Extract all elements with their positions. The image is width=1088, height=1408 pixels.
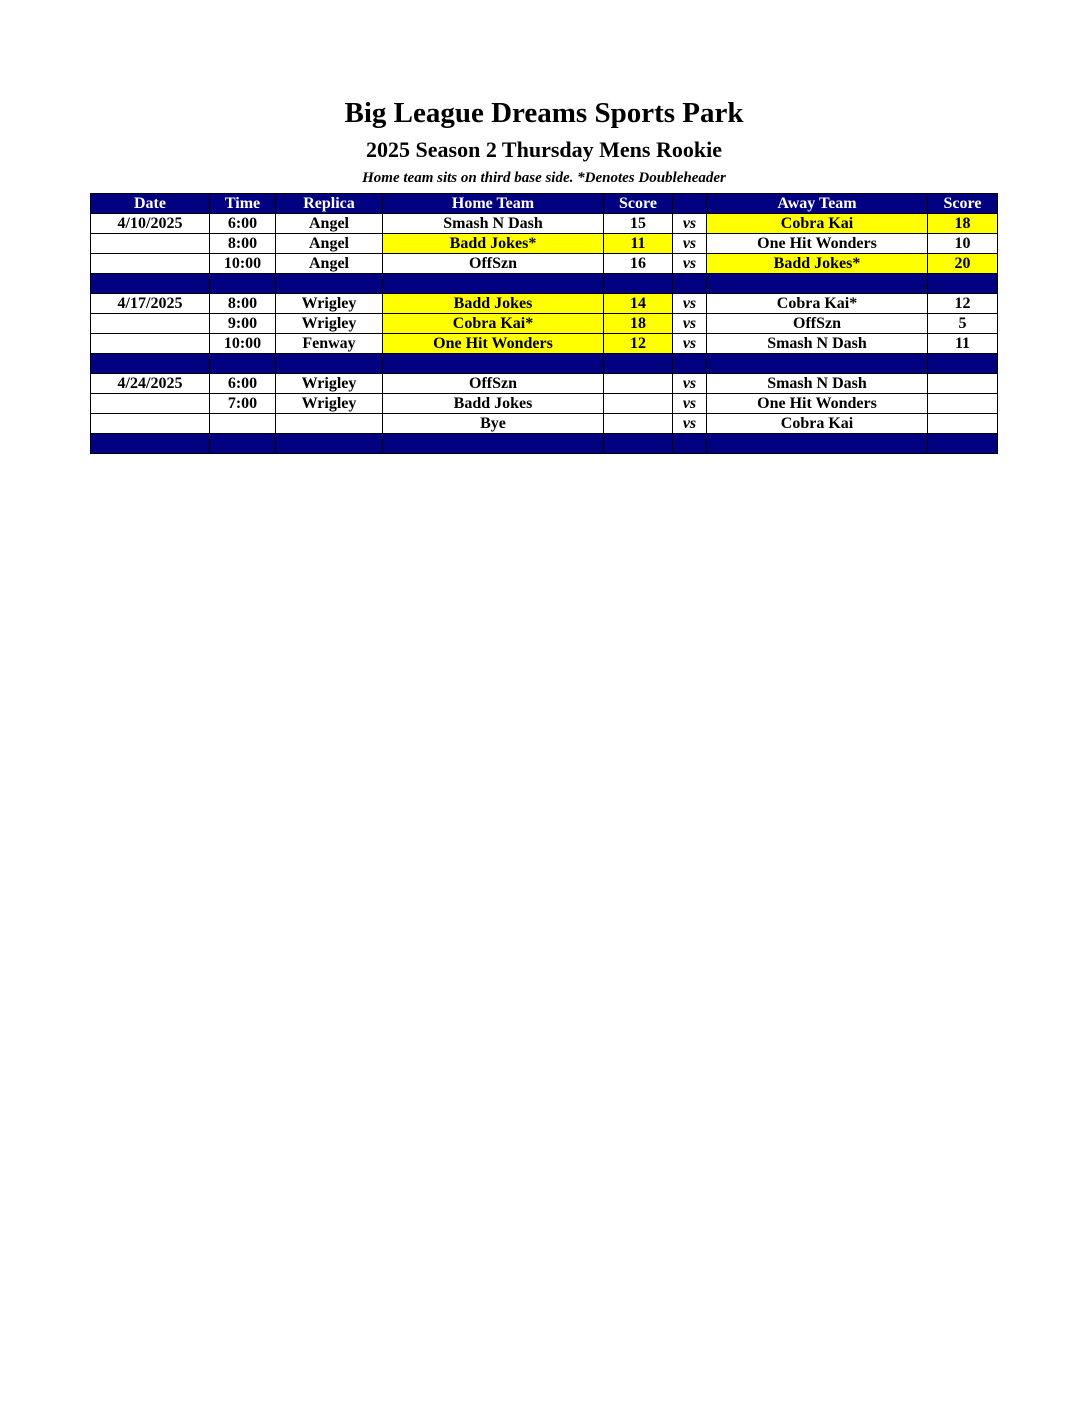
separator-cell bbox=[928, 274, 998, 294]
col-header-home-score: Score bbox=[604, 194, 673, 214]
away-team: One Hit Wonders bbox=[707, 394, 928, 414]
home-score bbox=[604, 374, 673, 394]
col-header-away-score: Score bbox=[928, 194, 998, 214]
away-score: 11 bbox=[928, 334, 998, 354]
away-score bbox=[928, 414, 998, 434]
col-header-away-team: Away Team bbox=[707, 194, 928, 214]
separator-cell bbox=[383, 434, 604, 454]
game-date bbox=[91, 234, 210, 254]
home-team: Smash N Dash bbox=[383, 214, 604, 234]
home-team: Cobra Kai* bbox=[383, 314, 604, 334]
header-row bbox=[91, 194, 998, 214]
week-separator-row bbox=[91, 354, 998, 374]
vs-label: vs bbox=[673, 254, 707, 274]
away-score: 20 bbox=[928, 254, 998, 274]
separator-cell bbox=[707, 274, 928, 294]
away-team: Cobra Kai* bbox=[707, 294, 928, 314]
vs-label: vs bbox=[673, 394, 707, 414]
separator-cell bbox=[928, 354, 998, 374]
page-title: Big League Dreams Sports Park bbox=[344, 97, 744, 129]
col-header-home-team: Home Team bbox=[383, 194, 604, 214]
game-replica: Fenway bbox=[276, 334, 383, 354]
separator-cell bbox=[928, 434, 998, 454]
table-row bbox=[91, 234, 998, 254]
away-score bbox=[928, 394, 998, 414]
game-date bbox=[91, 334, 210, 354]
home-score: 18 bbox=[604, 314, 673, 334]
table-row bbox=[91, 414, 998, 434]
week-separator-row bbox=[91, 274, 998, 294]
page-subtitle: 2025 Season 2 Thursday Mens Rookie bbox=[366, 137, 722, 162]
home-score: 16 bbox=[604, 254, 673, 274]
home-score: 15 bbox=[604, 214, 673, 234]
separator-cell bbox=[276, 354, 383, 374]
game-date bbox=[91, 314, 210, 334]
table-row bbox=[91, 314, 998, 334]
separator-cell bbox=[91, 354, 210, 374]
home-team: Badd Jokes bbox=[383, 394, 604, 414]
separator-cell bbox=[383, 354, 604, 374]
separator-cell bbox=[210, 354, 276, 374]
game-time: 8:00 bbox=[210, 294, 276, 314]
game-time: 6:00 bbox=[210, 214, 276, 234]
separator-cell bbox=[604, 354, 673, 374]
game-replica: Angel bbox=[276, 254, 383, 274]
game-time: 9:00 bbox=[210, 314, 276, 334]
vs-label: vs bbox=[673, 234, 707, 254]
table-row bbox=[91, 214, 998, 234]
home-team: Badd Jokes bbox=[383, 294, 604, 314]
table-row bbox=[91, 334, 998, 354]
game-date: 4/24/2025 bbox=[91, 374, 210, 394]
separator-cell bbox=[276, 434, 383, 454]
home-team: OffSzn bbox=[383, 254, 604, 274]
home-score: 14 bbox=[604, 294, 673, 314]
home-team: Bye bbox=[383, 414, 604, 434]
away-team: Smash N Dash bbox=[707, 374, 928, 394]
home-score: 12 bbox=[604, 334, 673, 354]
separator-cell bbox=[383, 274, 604, 294]
away-score bbox=[928, 374, 998, 394]
game-time: 7:00 bbox=[210, 394, 276, 414]
away-score: 10 bbox=[928, 234, 998, 254]
separator-cell bbox=[604, 274, 673, 294]
separator-cell bbox=[707, 434, 928, 454]
game-time: 8:00 bbox=[210, 234, 276, 254]
table-row bbox=[91, 374, 998, 394]
game-date bbox=[91, 414, 210, 434]
separator-cell bbox=[673, 274, 707, 294]
game-replica: Wrigley bbox=[276, 394, 383, 414]
home-score: 11 bbox=[604, 234, 673, 254]
separator-cell bbox=[604, 434, 673, 454]
game-time: 10:00 bbox=[210, 254, 276, 274]
away-score: 5 bbox=[928, 314, 998, 334]
table-row bbox=[91, 394, 998, 414]
game-replica: Wrigley bbox=[276, 314, 383, 334]
game-time: 10:00 bbox=[210, 334, 276, 354]
game-replica: Angel bbox=[276, 234, 383, 254]
home-score bbox=[604, 414, 673, 434]
table-row bbox=[91, 254, 998, 274]
col-header-vs bbox=[673, 194, 707, 214]
away-team: Badd Jokes* bbox=[707, 254, 928, 274]
vs-label: vs bbox=[673, 314, 707, 334]
home-team: OffSzn bbox=[383, 374, 604, 394]
game-replica bbox=[276, 414, 383, 434]
away-team: OffSzn bbox=[707, 314, 928, 334]
col-header-date: Date bbox=[91, 194, 210, 214]
separator-cell bbox=[276, 274, 383, 294]
game-time: 6:00 bbox=[210, 374, 276, 394]
vs-label: vs bbox=[673, 414, 707, 434]
game-date: 4/17/2025 bbox=[91, 294, 210, 314]
home-team: Badd Jokes* bbox=[383, 234, 604, 254]
separator-cell bbox=[210, 274, 276, 294]
separator-cell bbox=[673, 354, 707, 374]
vs-label: vs bbox=[673, 294, 707, 314]
game-replica: Wrigley bbox=[276, 374, 383, 394]
away-score: 18 bbox=[928, 214, 998, 234]
game-date bbox=[91, 254, 210, 274]
vs-label: vs bbox=[673, 214, 707, 234]
away-team: Smash N Dash bbox=[707, 334, 928, 354]
game-date bbox=[91, 394, 210, 414]
schedule-note: Home team sits on third base side. *Denotes Doubleheader bbox=[362, 170, 726, 186]
game-replica: Angel bbox=[276, 214, 383, 234]
away-team: One Hit Wonders bbox=[707, 234, 928, 254]
game-replica: Wrigley bbox=[276, 294, 383, 314]
away-team: Cobra Kai bbox=[707, 214, 928, 234]
col-header-replica: Replica bbox=[276, 194, 383, 214]
away-team: Cobra Kai bbox=[707, 414, 928, 434]
week-separator-row bbox=[91, 434, 998, 454]
schedule-table bbox=[90, 193, 998, 454]
vs-label: vs bbox=[673, 374, 707, 394]
separator-cell bbox=[91, 434, 210, 454]
separator-cell bbox=[210, 434, 276, 454]
separator-cell bbox=[673, 434, 707, 454]
table-row bbox=[91, 294, 998, 314]
game-date: 4/10/2025 bbox=[91, 214, 210, 234]
home-score bbox=[604, 394, 673, 414]
separator-cell bbox=[707, 354, 928, 374]
home-team: One Hit Wonders bbox=[383, 334, 604, 354]
col-header-time: Time bbox=[210, 194, 276, 214]
game-time bbox=[210, 414, 276, 434]
separator-cell bbox=[91, 274, 210, 294]
vs-label: vs bbox=[673, 334, 707, 354]
away-score: 12 bbox=[928, 294, 998, 314]
